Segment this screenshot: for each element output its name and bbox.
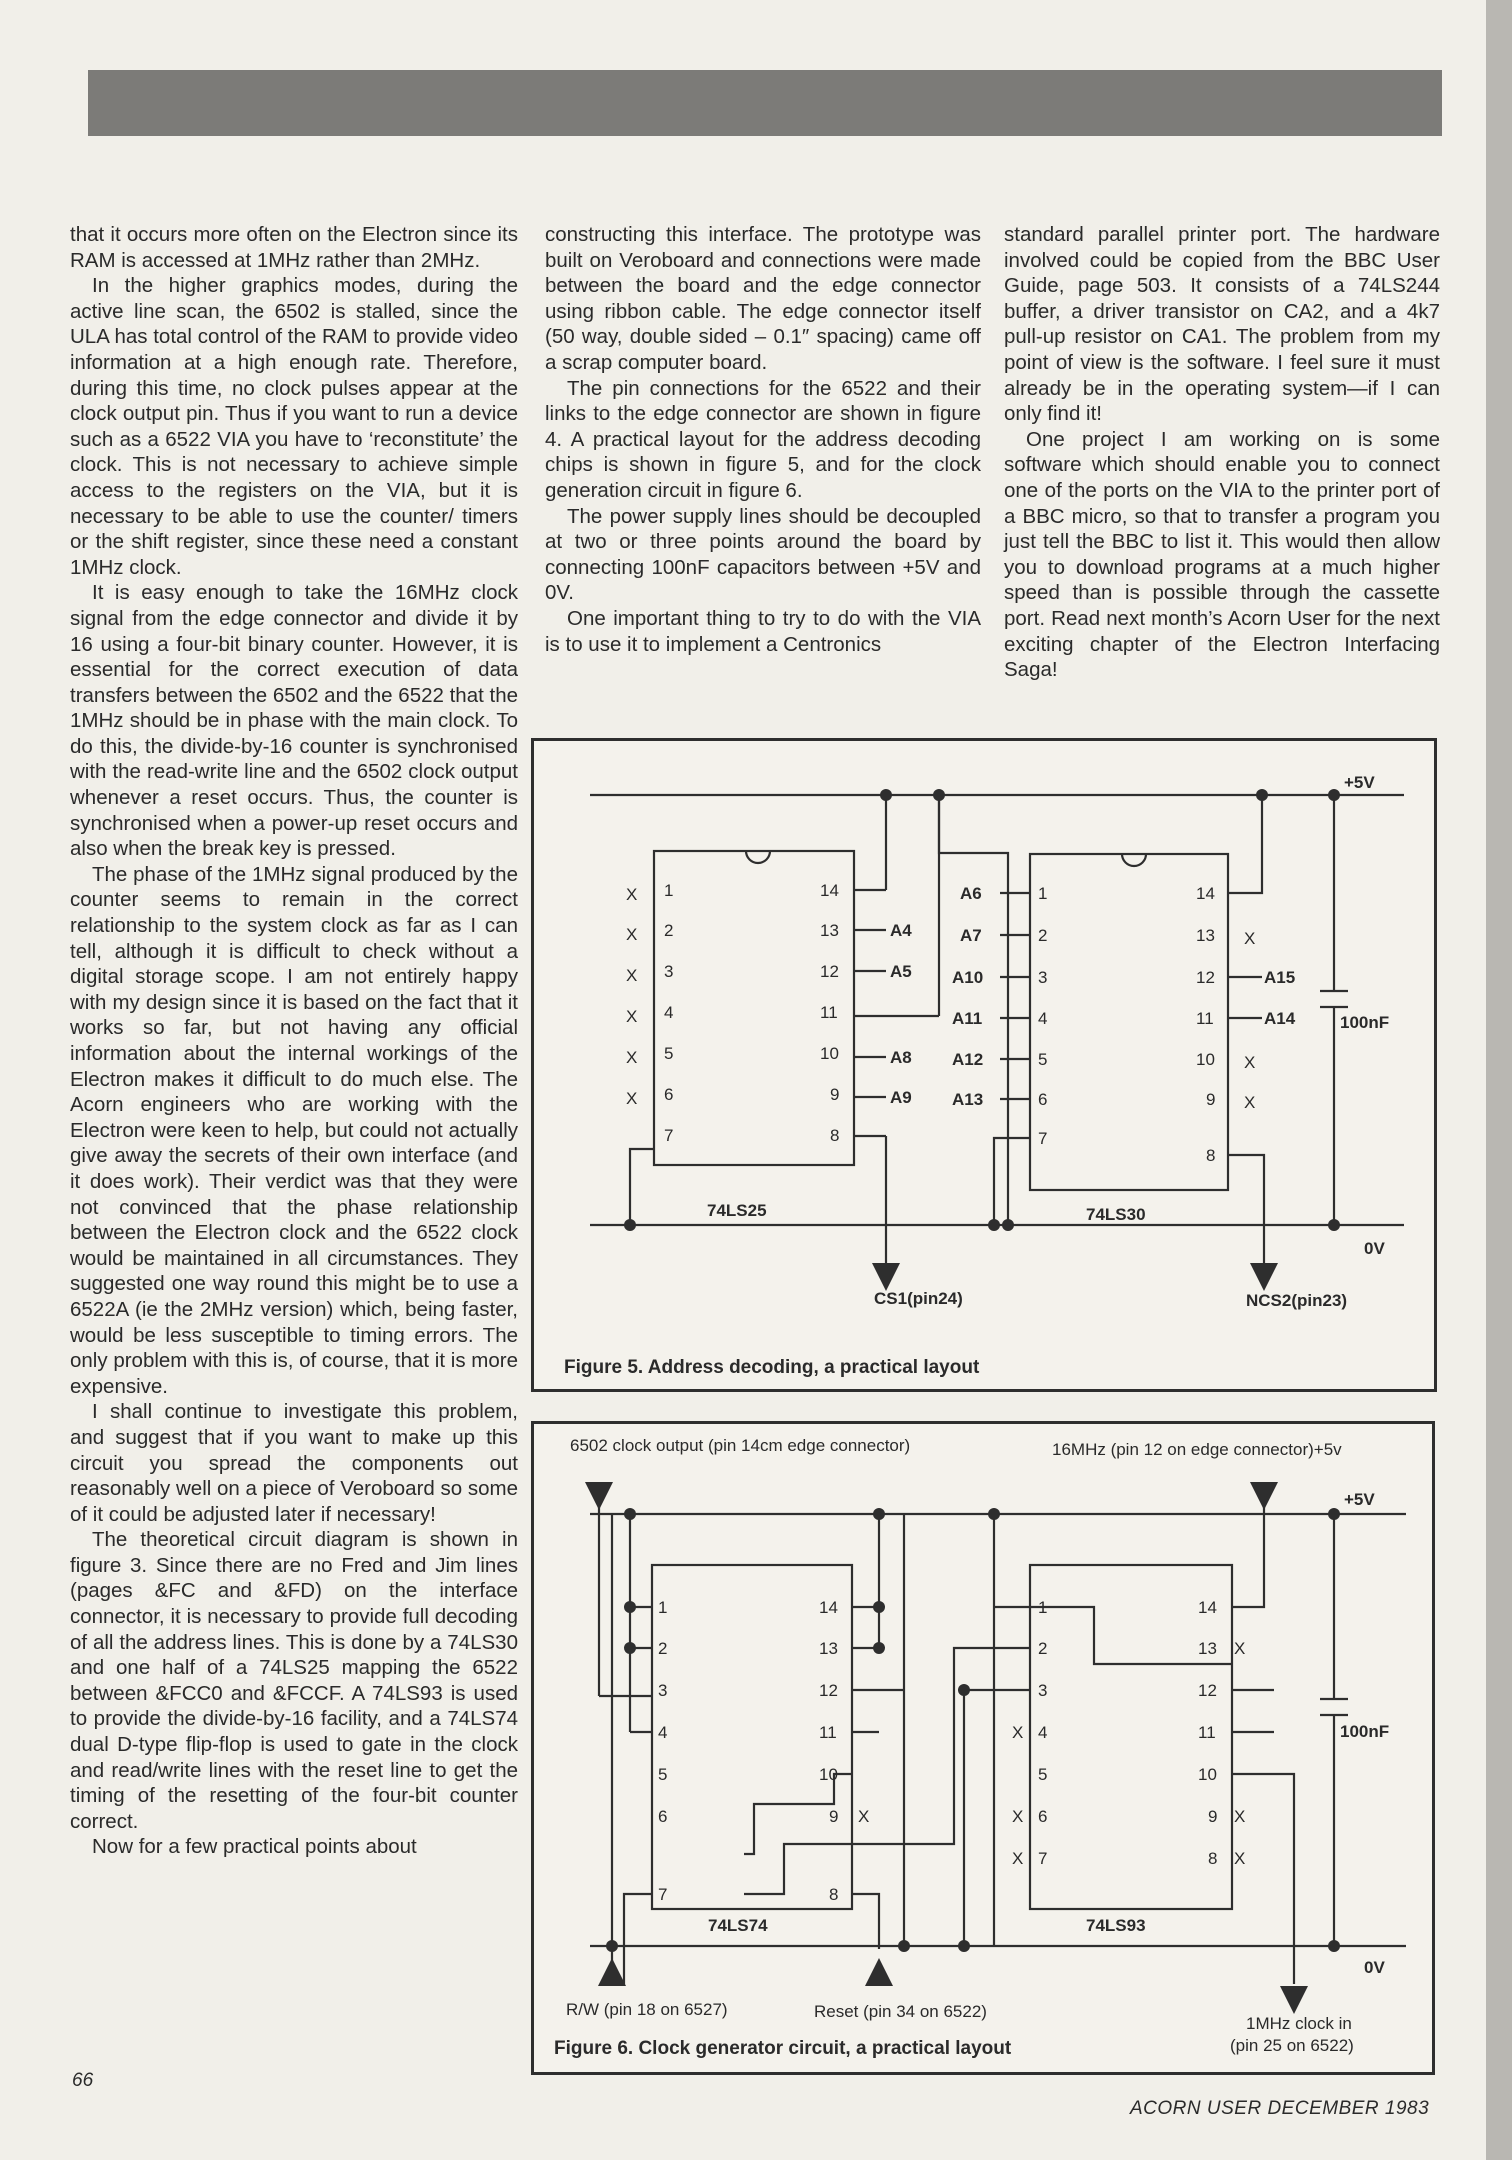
no-connect-mark: X (626, 885, 638, 904)
output-arrow (872, 1263, 900, 1291)
pin-number: 10 (820, 1044, 839, 1063)
junction-dot (606, 1940, 618, 1952)
input-label: 16MHz (pin 12 on edge connector)+5v (1052, 1440, 1342, 1459)
output-label: NCS2(pin23) (1246, 1291, 1348, 1310)
no-connect-mark: X (1234, 1807, 1246, 1826)
signal-label: A8 (890, 1048, 912, 1067)
pin-number: 5 (664, 1044, 674, 1063)
input-arrow (1250, 1482, 1278, 1510)
junction-dot (873, 1601, 885, 1613)
junction-dot (958, 1940, 970, 1952)
paragraph: The power supply lines should be decoupled at two or three points around the board by connecting 100nF capacitors between +5V and 0V. (545, 504, 981, 605)
pin-number: 5 (1038, 1765, 1048, 1784)
page-edge (1486, 0, 1512, 2160)
supply-zero-label: 0V (1364, 1958, 1385, 1977)
page-number: 66 (72, 2070, 94, 2091)
signal-label: A12 (952, 1050, 984, 1069)
junction-dot (873, 1642, 885, 1654)
pin-number: 3 (1038, 1681, 1048, 1700)
pin-number: 2 (658, 1639, 668, 1658)
signal-label: A11 (952, 1009, 983, 1028)
signal-label: A4 (890, 921, 912, 940)
output-label: 1MHz clock in (1246, 2014, 1352, 2033)
pin-number: 14 (1198, 1598, 1217, 1617)
junction-dot (1256, 789, 1268, 801)
pin-number: 10 (1198, 1765, 1217, 1784)
signal-label: A14 (1264, 1009, 1296, 1028)
junction-dot (1002, 1219, 1014, 1231)
junction-dot (624, 1508, 636, 1520)
output-arrow (1280, 1986, 1308, 2014)
signal-label: A13 (952, 1090, 984, 1109)
pin-number: 1 (664, 881, 674, 900)
input-arrow (585, 1482, 613, 1510)
pin-number: 12 (820, 962, 839, 981)
pin-number: 14 (819, 1598, 838, 1617)
signal-label: A7 (960, 926, 982, 945)
no-connect-mark: X (1012, 1849, 1024, 1868)
no-connect-mark: X (1244, 1093, 1256, 1112)
no-connect-mark: X (1012, 1807, 1024, 1826)
input-arrow (598, 1958, 626, 1986)
pin-number: 11 (819, 1723, 837, 1742)
signal-label: A9 (890, 1088, 912, 1107)
supply-plus-label: +5V (1344, 773, 1375, 792)
capacitor-label: 100nF (1340, 1013, 1390, 1032)
pin-number: 6 (1038, 1090, 1048, 1109)
figure-6-arrows (534, 1424, 1432, 2072)
pin-number: 7 (664, 1126, 674, 1145)
no-connect-mark: X (626, 1089, 638, 1108)
junction-dot (1328, 1219, 1340, 1231)
paragraph: One project I am working on is some software which should enable you to connect one of the ports on the VIA to the printer port of a BBC micro, so that to transfer a program you just tell the BBC to list it. This would then allow you to download programs at a much higher speed than is possible through the cassette port. Read next month’s Acorn User for the next exciting chapter of the Electron Interfacing Saga! (1004, 427, 1440, 682)
paragraph: One important thing to try to do with the VIA is to use it to implement a Centronics (545, 606, 981, 656)
input-label: Reset (pin 34 on 6522) (814, 2002, 987, 2021)
junction-dot (933, 789, 945, 801)
junction-dot (988, 1508, 1000, 1520)
pin-number: 8 (1206, 1146, 1216, 1165)
paragraph: The pin connections for the 6522 and their links to the edge connector are shown in figure 4. A practical layout for the address decoding chips is shown in figure 5, and for the clock generation circuit in figure 6. (545, 376, 981, 502)
paragraph: Now for a few practical points about (92, 1835, 417, 1859)
junction-dot (1328, 789, 1340, 801)
pin-number: 11 (1196, 1009, 1214, 1028)
pin-number: 9 (1206, 1090, 1216, 1109)
header-bar (88, 70, 1442, 136)
figure-caption: Figure 6. Clock generator circuit, a practical layout (554, 2038, 1012, 2059)
no-connect-mark: X (858, 1807, 870, 1826)
column-2 (545, 222, 981, 657)
paragraph: that it occurs more often on the Electron since its RAM is accessed at 1MHz rather than 2MHz. (70, 223, 518, 272)
figure-6 (531, 1421, 1435, 2075)
signal-label: A10 (952, 968, 984, 987)
pin-number: 13 (819, 1639, 838, 1658)
pin-number: 10 (819, 1765, 838, 1784)
pin-number: 11 (820, 1003, 838, 1022)
pin-number: 5 (1038, 1050, 1048, 1069)
signal-label: A15 (1264, 968, 1296, 987)
figure-5 (531, 738, 1437, 1392)
pin-number: 7 (1038, 1849, 1048, 1868)
input-label: 6502 clock output (pin 14cm edge connector) (570, 1436, 911, 1455)
pin-number: 12 (819, 1681, 838, 1700)
no-connect-mark: X (1234, 1849, 1246, 1868)
no-connect-mark: X (626, 966, 638, 985)
pin-number: 1 (1038, 884, 1048, 903)
pin-number: 13 (1198, 1639, 1217, 1658)
no-connect-mark: X (626, 1007, 638, 1026)
input-label: R/W (pin 18 on 6527) (566, 2000, 728, 2019)
pin-number: 10 (1196, 1050, 1215, 1069)
junction-dot (988, 1219, 1000, 1231)
pin-number: 12 (1196, 968, 1215, 987)
capacitor-label: 100nF (1340, 1722, 1390, 1741)
pin-number: 11 (1198, 1723, 1216, 1742)
paragraph: standard parallel printer port. The hardware involved could be copied from the BBC User Guide, page 503. It consists of a 74LS244 buffer, a driver transistor on CA2, and a 4k7 pull-up resistor on CA1. The problem from my point of view is the software. I feel sure it must already be in the operating system—if I can only find it! (1004, 223, 1440, 426)
pin-number: 4 (658, 1723, 668, 1742)
pin-number: 7 (658, 1885, 668, 1904)
pin-number: 8 (829, 1885, 839, 1904)
pin-number: 6 (1038, 1807, 1048, 1826)
pin-number: 13 (820, 921, 839, 940)
paragraph: The phase of the 1MHz signal produced by the counter seems to remain in the correct relationship to the system clock as far as I can tell, although it is difficult to check without a digital storage scope. I am not entirely happy with my design since it is based on the fact that it works so far, but not having any official information about the internal workings of the Electron makes it difficult to do much else. The Acorn engineers who are working with the Electron were keen to help, but could not actually give away the secrets of their own interface (and it does work). Their verdict was that they were not convinced that the phase relationship between the Electron clock and the 6522 clock would be maintained in all circumstances. They suggested one way round this might be to use a 6522A (ie the 2MHz version) which, being faster, would be less susceptible to timing errors. The only problem with this is, of course, that it is more expensive. (70, 862, 518, 1398)
pin-number: 5 (658, 1765, 668, 1784)
input-arrow (865, 1958, 893, 1986)
pin-number: 3 (658, 1681, 668, 1700)
pin-number: 2 (1038, 1639, 1048, 1658)
footer: ACORN USER DECEMBER 1983 (1130, 2098, 1430, 2119)
supply-zero-label: 0V (1364, 1239, 1385, 1258)
output-arrow (1250, 1263, 1278, 1291)
pin-number: 2 (664, 921, 674, 940)
no-connect-mark: X (1244, 929, 1256, 948)
pin-number: 9 (1208, 1807, 1218, 1826)
pin-number: 4 (664, 1003, 674, 1022)
signal-label: A6 (960, 884, 982, 903)
no-connect-mark: X (1244, 1053, 1256, 1072)
pin-number: 6 (664, 1085, 674, 1104)
output-label: CS1(pin24) (874, 1289, 963, 1308)
pin-number: 1 (1038, 1598, 1048, 1617)
pin-number: 4 (1038, 1009, 1048, 1028)
paragraph: It is easy enough to take the 16MHz clock signal from the edge connector and divide it by 16 using a four-bit binary counter. However, it is essential for the correct execution of data transfers between the 6502 and the 6522 that the 1MHz should be in phase with the main clock. To do this, the divide-by-16 counter is synchronised with the read-write line and the 6502 clock output whenever a reset occurs. Thus, the counter is synchronised when a power-up reset occurs and also when the break key is pressed. (70, 581, 518, 861)
pin-number: 8 (830, 1126, 840, 1145)
supply-plus-label: +5V (1344, 1490, 1375, 1509)
chip-name: 74LS74 (708, 1916, 768, 1935)
chip-name: 74LS25 (707, 1201, 767, 1220)
no-connect-mark: X (626, 1048, 638, 1067)
no-connect-mark: X (1012, 1723, 1024, 1742)
junction-dot (880, 789, 892, 801)
chip-name: 74LS30 (1086, 1205, 1146, 1224)
chip-name: 74LS93 (1086, 1916, 1146, 1935)
pin-number: 7 (1038, 1129, 1048, 1148)
junction-dot (1328, 1508, 1340, 1520)
output-label: (pin 25 on 6522) (1230, 2036, 1354, 2055)
junction-dot (624, 1601, 636, 1613)
junction-dot (898, 1940, 910, 1952)
no-connect-mark: X (1234, 1639, 1246, 1658)
no-connect-mark: X (626, 925, 638, 944)
pin-number: 6 (658, 1807, 668, 1826)
pin-number: 14 (1196, 884, 1215, 903)
column-1 (70, 222, 518, 1860)
pin-number: 4 (1038, 1723, 1048, 1742)
junction-dot (624, 1642, 636, 1654)
pin-number: 1 (658, 1598, 668, 1617)
junction-dot (958, 1684, 970, 1696)
junction-dot (624, 1219, 636, 1231)
pin-number: 3 (1038, 968, 1048, 987)
pin-number: 8 (1208, 1849, 1218, 1868)
column-3 (1004, 222, 1440, 683)
junction-dot (1328, 1940, 1340, 1952)
pin-number: 2 (1038, 926, 1048, 945)
pin-number: 3 (664, 962, 674, 981)
paragraph: The theoretical circuit diagram is shown in figure 3. Since there are no Fred and Jim lines (pages &FC and &FD) on the interface connector, it is necessary to provide full decoding of all the address lines. This is done by a 74LS30 and one half of a 74LS25 mapping the 6522 between &FCC0 and &FCCF. A 74LS93 is used to provide the divide-by-16 facility, and a 74LS74 dual D-type flip-flop is used to gate in the clock and read/write lines with the reset line to get the timing of the resetting of the four-bit counter correct. (70, 1528, 518, 1833)
paragraph: In the higher graphics modes, during the active line scan, the 6502 is stalled, since the ULA has total control of the RAM to provide video information at a high enough rate. Therefore, during this time, no clock pulses appear at the clock output pin. Thus if you want to run a device such as a 6522 VIA you have to ‘reconstitute’ the clock. This is not necessary to achieve simple access to the registers on the VIA, but it is necessary to be able to use the counter/ timers or the shift register, since these need a constant 1MHz clock. (70, 274, 518, 579)
paragraph: I shall continue to investigate this problem, and suggest that if you want to make up this circuit you spread the components out reasonably well on a piece of Veroboard so some of it could be adjusted later if necessary! (70, 1400, 518, 1526)
pin-number: 12 (1198, 1681, 1217, 1700)
figure-caption: Figure 5. Address decoding, a practical layout (564, 1357, 980, 1378)
pin-number: 13 (1196, 926, 1215, 945)
pin-number: 9 (830, 1085, 840, 1104)
paragraph: constructing this interface. The prototype was built on Veroboard and connections were made between the board and the edge connector using ribbon cable. The edge connector itself (50 way, double sided – 0.1″ spacing) came off a scrap computer board. (545, 223, 981, 374)
junction-dot (873, 1508, 885, 1520)
pin-number: 14 (820, 881, 839, 900)
pin-number: 9 (829, 1807, 839, 1826)
signal-label: A5 (890, 962, 912, 981)
